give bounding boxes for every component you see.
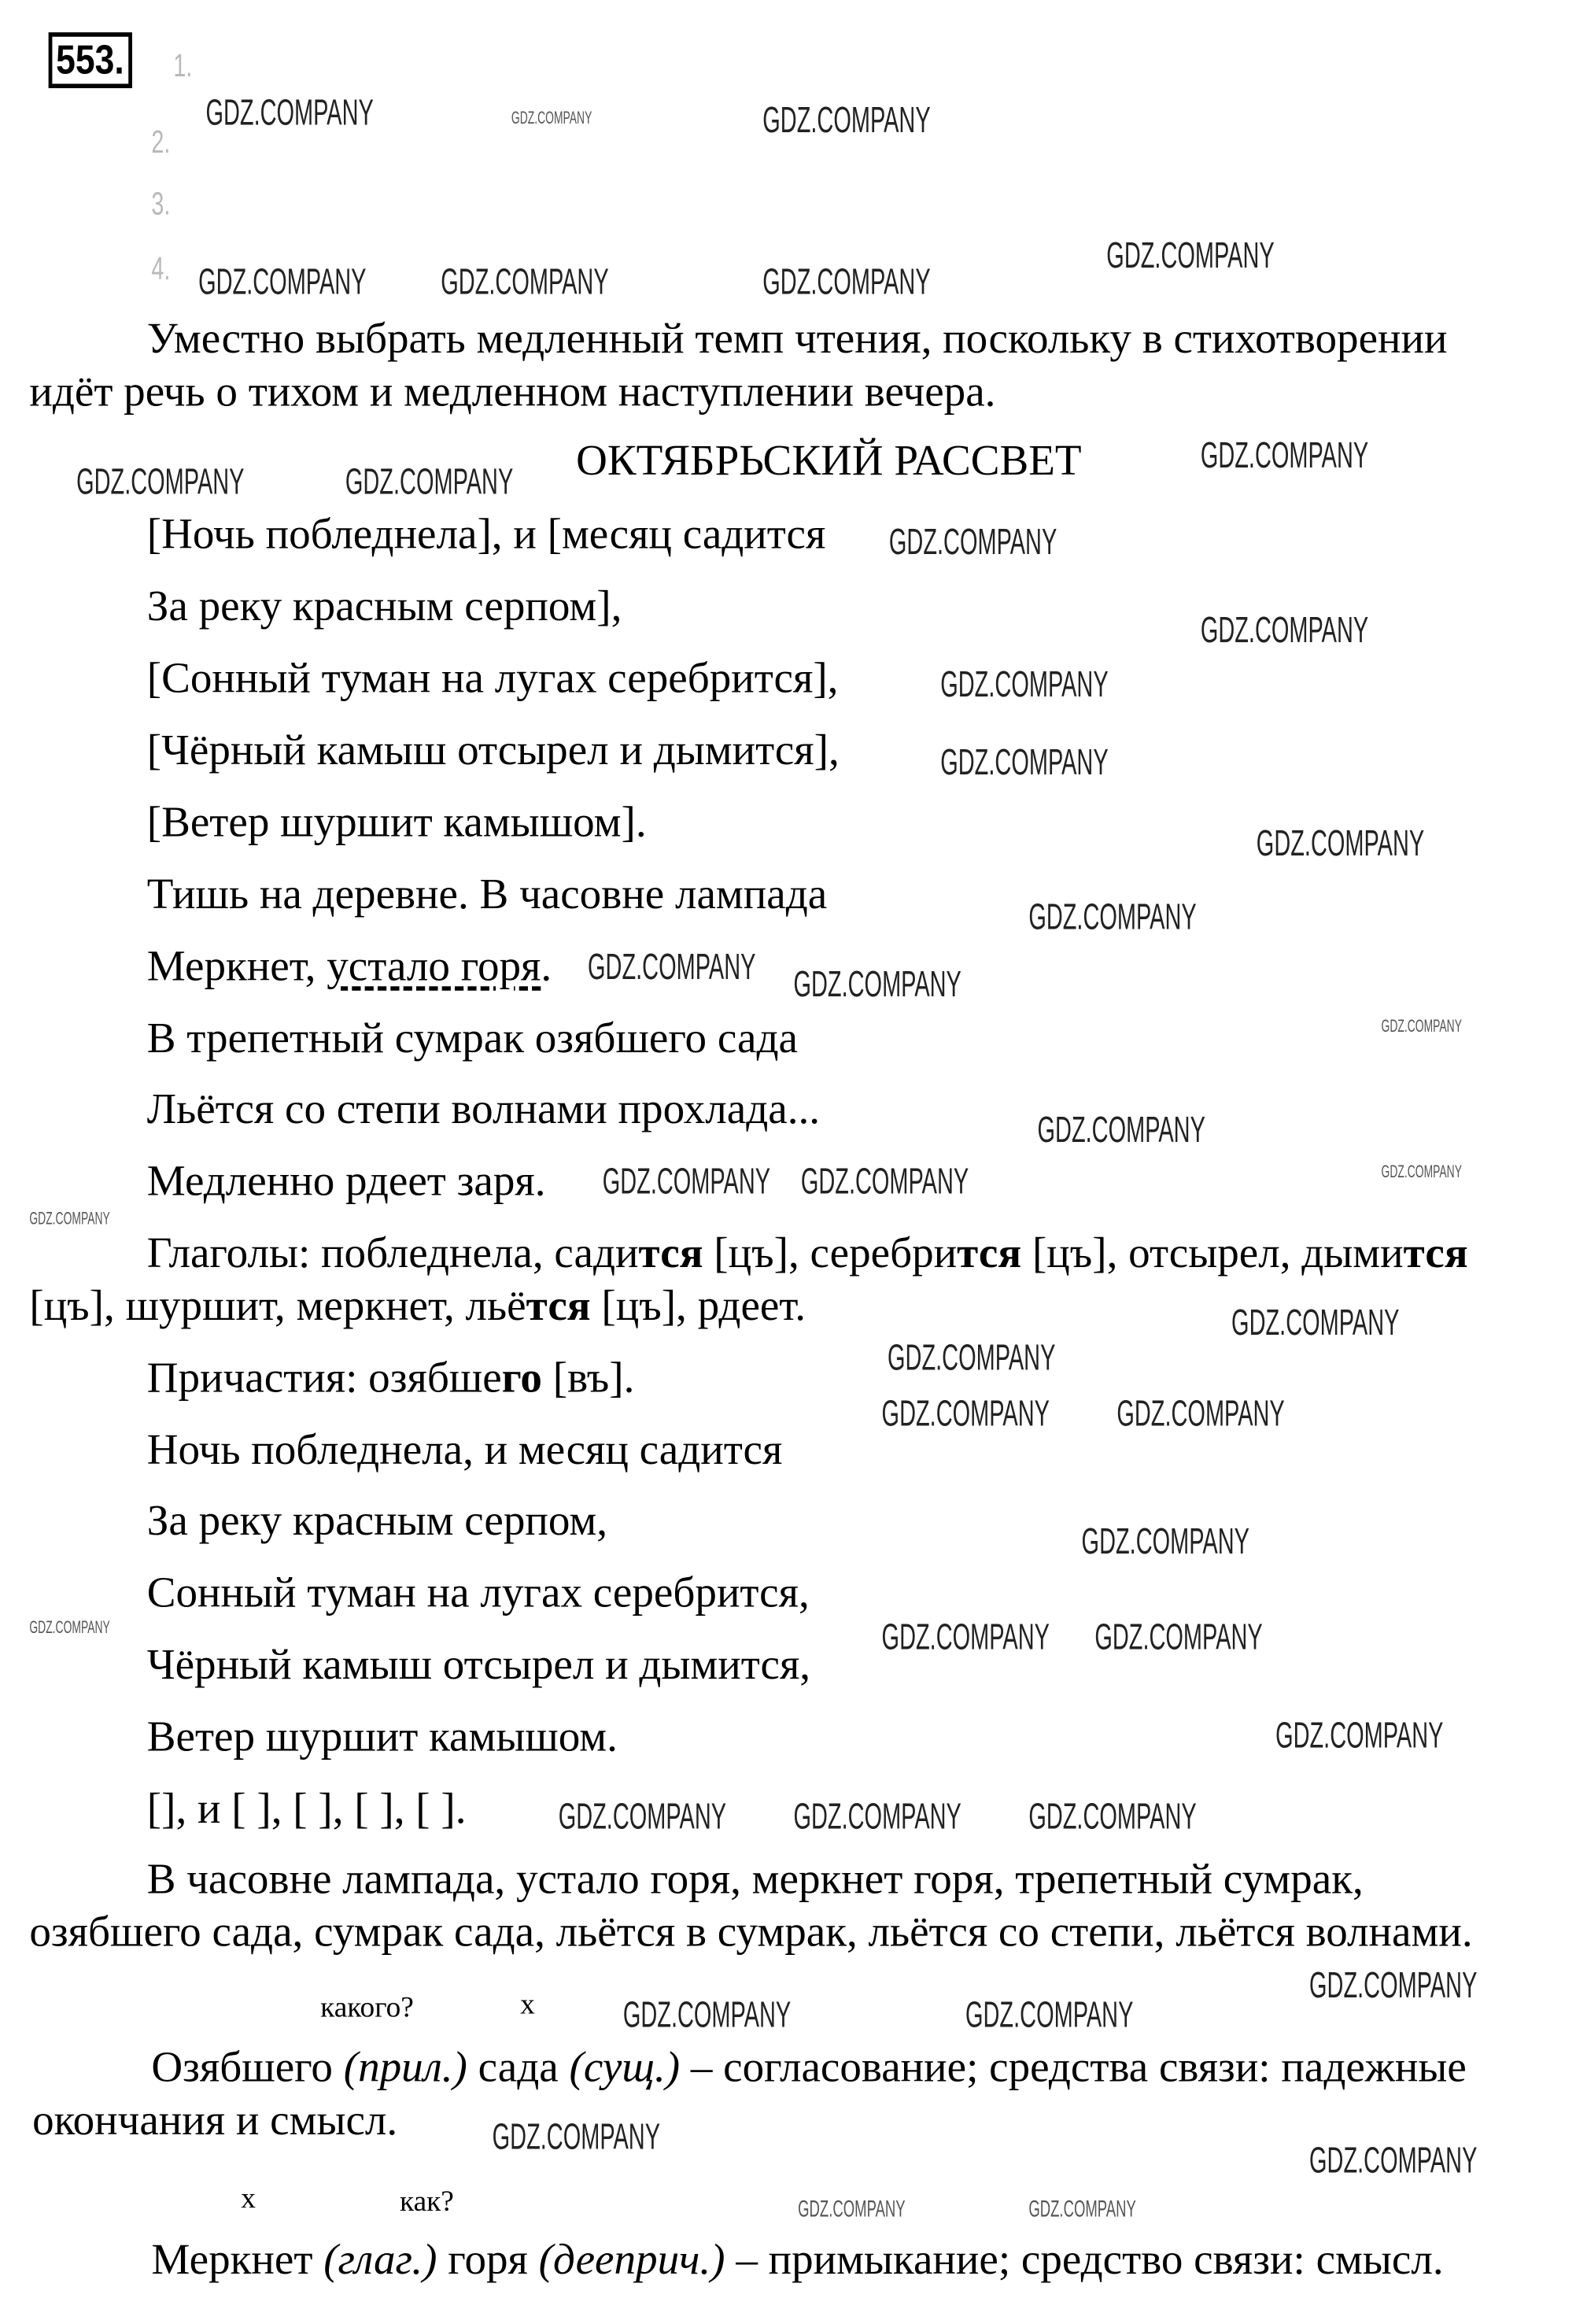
phrases-line: В часовне лампада, устало горя, меркнет горя, трепетный сумрак, <box>146 1856 1364 1904</box>
watermark: GDZ.COMPANY <box>1231 1302 1400 1343</box>
poem-line: Меркнет, устало горя. <box>146 943 552 991</box>
watermark: GDZ.COMPANY <box>441 261 609 303</box>
poem-line: [Ночь побледнела], и [месяц садится <box>146 511 826 559</box>
watermark: GDZ.COMPANY <box>1028 2197 1136 2222</box>
exercise-number: 553. <box>49 32 132 88</box>
analysis-line: окончания и смысл. <box>32 2097 398 2145</box>
watermark: GDZ.COMPANY <box>1381 1015 1462 1036</box>
watermark: GDZ.COMPANY <box>1106 235 1275 277</box>
watermark: GDZ.COMPANY <box>602 1161 771 1203</box>
poem-title: ОКТЯБРЬСКИЙ РАССВЕТ <box>576 438 1082 486</box>
list-number: 3. <box>151 185 171 223</box>
watermark: GDZ.COMPANY <box>1028 896 1197 938</box>
watermark: GDZ.COMPANY <box>1381 1161 1462 1182</box>
watermark: GDZ.COMPANY <box>798 2197 906 2222</box>
intro-line: Уместно выбрать медленный темп чтения, поскольку в стихотворении <box>146 316 1448 364</box>
poem-line: В трепетный сумрак озябшего сада <box>146 1015 798 1063</box>
watermark: GDZ.COMPANY <box>762 261 931 303</box>
watermark: GDZ.COMPANY <box>1094 1616 1263 1658</box>
watermark: GDZ.COMPANY <box>29 1616 110 1638</box>
list-number: 2. <box>151 123 171 161</box>
watermark: GDZ.COMPANY <box>1081 1520 1249 1563</box>
watermark: GDZ.COMPANY <box>492 2116 661 2158</box>
watermark: GDZ.COMPANY <box>76 461 245 503</box>
watermark: GDZ.COMPANY <box>793 964 961 1006</box>
watermark: GDZ.COMPANY <box>940 664 1109 706</box>
watermark: GDZ.COMPANY <box>622 1994 792 2036</box>
watermark: GDZ.COMPANY <box>1309 1964 1478 2007</box>
watermark: GDZ.COMPANY <box>1028 1796 1197 1838</box>
watermark: GDZ.COMPANY <box>345 461 514 503</box>
watermark: GDZ.COMPANY <box>29 1208 110 1229</box>
verbs-line: [цъ], шуршит, меркнет, льётся [цъ], рдеет. <box>29 1283 806 1331</box>
watermark: GDZ.COMPANY <box>888 521 1057 563</box>
watermark: GDZ.COMPANY <box>205 92 374 134</box>
watermark: GDZ.COMPANY <box>1309 2140 1478 2182</box>
watermark: GDZ.COMPANY <box>1116 1393 1285 1435</box>
watermark: GDZ.COMPANY <box>965 1994 1134 2036</box>
underlined-phrase: устало горя <box>327 943 541 991</box>
poem-line: Сонный туман на лугах серебрится, <box>146 1569 810 1617</box>
analysis-line: Озябшего (прил.) сада (сущ.) – согласование; средства связи: падежные <box>151 2044 1467 2092</box>
watermark: GDZ.COMPANY <box>762 99 931 142</box>
intro-line: идёт речь о тихом и медленном наступлении вечера. <box>29 368 996 416</box>
main-word-mark: x <box>241 2182 256 2215</box>
main-word-mark: x <box>520 1988 535 2021</box>
watermark: GDZ.COMPANY <box>511 107 592 128</box>
poem-line: Ночь побледнела, и месяц садится <box>146 1427 783 1475</box>
question-label: какого? <box>320 1991 414 2024</box>
watermark: GDZ.COMPANY <box>198 261 367 303</box>
phrases-line: озябшего сада, сумрак сада, льётся в сумрак, льётся со степи, льётся волнами. <box>29 1909 1473 1956</box>
watermark: GDZ.COMPANY <box>800 1161 969 1203</box>
watermark: GDZ.COMPANY <box>940 742 1109 784</box>
participles-line: Причастия: озябшего [въ]. <box>146 1354 635 1402</box>
poem-line: Льётся со степи волнами прохлада... <box>146 1086 821 1133</box>
watermark: GDZ.COMPANY <box>1200 610 1369 652</box>
watermark: GDZ.COMPANY <box>588 946 756 988</box>
watermark: GDZ.COMPANY <box>881 1393 1050 1435</box>
poem-line: [Чёрный камыш отсырел и дымится], <box>146 727 840 775</box>
list-number: 4. <box>151 249 171 287</box>
watermark: GDZ.COMPANY <box>1200 434 1369 477</box>
poem-line: За реку красным серпом], <box>146 583 622 631</box>
poem-line: Ветер шуршит камышом. <box>146 1713 618 1761</box>
poem-line: За реку красным серпом, <box>146 1498 608 1545</box>
poem-line: [Ветер шуршит камышом]. <box>146 799 647 847</box>
watermark: GDZ.COMPANY <box>888 1337 1056 1379</box>
watermark: GDZ.COMPANY <box>1037 1110 1205 1151</box>
sentence-scheme: [], и [ ], [ ], [ ], [ ]. <box>146 1786 467 1833</box>
watermark: GDZ.COMPANY <box>881 1616 1050 1658</box>
list-number: 1. <box>173 46 193 84</box>
poem-line: Медленно рдеет заря. <box>146 1158 546 1206</box>
poem-line: Тишь на деревне. В часовне лампада <box>146 871 828 919</box>
watermark: GDZ.COMPANY <box>793 1796 961 1838</box>
watermark: GDZ.COMPANY <box>558 1796 727 1838</box>
watermark: GDZ.COMPANY <box>1256 822 1425 865</box>
watermark: GDZ.COMPANY <box>1275 1715 1444 1757</box>
verbs-line: Глаголы: побледнела, садится [цъ], серебрится [цъ], отсырел, дымится <box>146 1230 1468 1277</box>
poem-line: Чёрный камыш отсырел и дымится, <box>146 1642 811 1689</box>
question-label: как? <box>399 2185 454 2219</box>
analysis-line: Меркнет (глаг.) горя (дееприч.) – примыкание; средство связи: смысл. <box>151 2237 1444 2285</box>
poem-line: [Сонный туман на лугах серебрится], <box>146 655 839 703</box>
